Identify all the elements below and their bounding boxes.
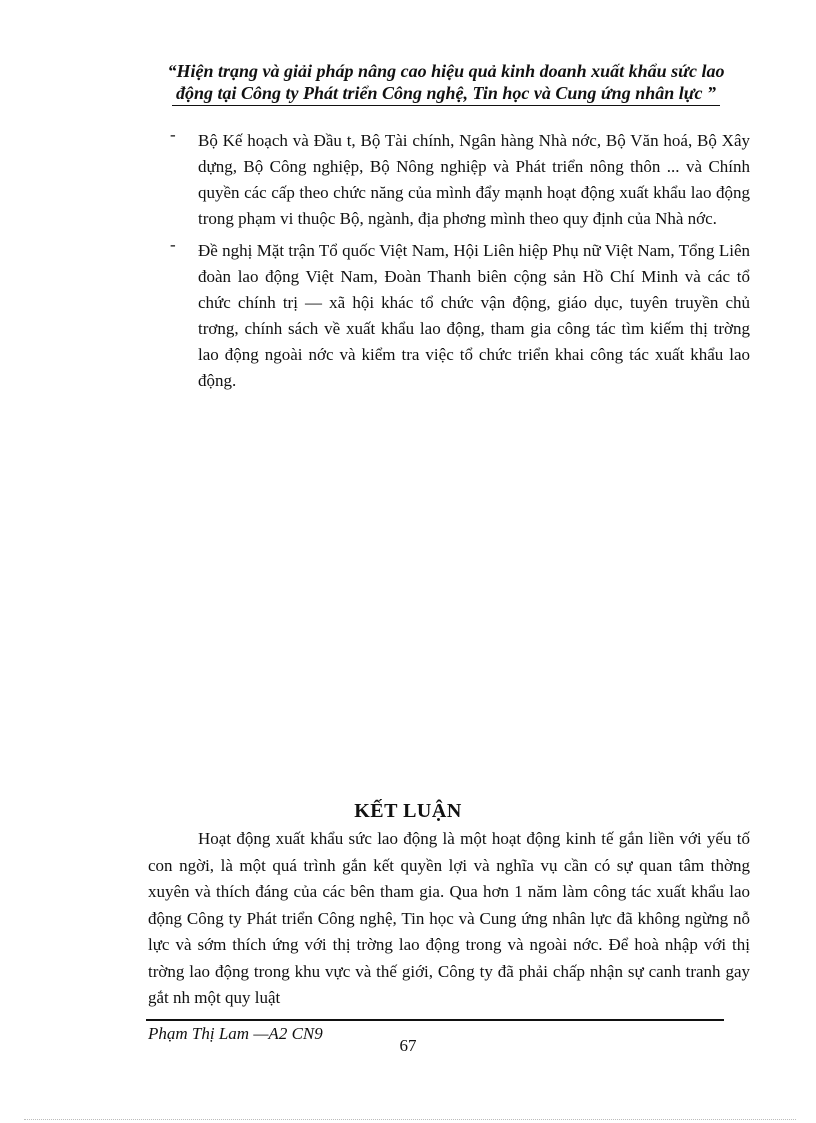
footer-author: Phạm Thị Lam —A2 CN9 [148,1024,323,1043]
bullet-text: Bộ Kế hoạch và Đầu t, Bộ Tài chính, Ngân hàng Nhà nớc, Bộ Văn hoá, Bộ Xây dựng, Bộ Công nghiệp, Bộ Nông nghiệp và Phát triển nông thôn ... và Chính quyền các cấp theo chức năng của mình đẩy mạnh hoạt động xuất khẩu lao động trong phạm vi thuộc Bộ, ngành, địa phơng mình theo quy định của Nhà nớc. [198,131,750,228]
page-number: 67 [399,1036,417,1055]
bullet-item [170,125,750,232]
bullet-list [170,125,750,400]
bullet-text: Đề nghị Mặt trận Tổ quốc Việt Nam, Hội Liên hiệp Phụ nữ Việt Nam, Tổng Liên đoàn lao động Việt Nam, Đoàn Thanh biên cộng sản Hồ Chí Minh và các tổ chức chính trị — xã hội khác tổ chức vận động, giáo dục, tuyên truyền chủ trơng, chính sách về xuất khẩu lao động, tham gia công tác tìm kiếm thị trờng lao động ngoài nớc và kiểm tra việc tổ chức triển khai công tác xuất khẩu lao động. [198,241,750,390]
bullet-marker: - [170,235,176,254]
header-line-2: động tại Công ty Phát triển Công nghệ, Tin học và Cung ứng nhân lực ” [172,82,720,106]
section-title: KẾT LUẬN [354,800,462,822]
header-line-1: “Hiện trạng và giải pháp nâng cao hiệu quả kinh doanh xuất khẩu sức lao [167,61,725,81]
page-bottom-divider [24,1119,796,1120]
conclusion-paragraph: Hoạt động xuất khẩu sức lao động là một hoạt động kinh tế gắn liền với yếu tố con ngời, là một quá trình gắn kết quyền lợi và nghĩa vụ cần có sự quan tâm thờng xuyên và thích đáng của các bên tham gia. Qua hơn 1 năm làm công tác xuất khẩu lao động Công ty Phát triển Công nghệ, Tin học và Cung ứng nhân lực đã không ngừng nỗ lực và sớm thích ứng với thị trờng lao động trong và ngoài nớc. Để hoà nhập với thị trờng lao động trong khu vực và thế giới, Công ty đã phải chấp nhận sự canh tranh gay gắt nh một quy luật [148,829,750,1007]
footer-divider [146,1019,724,1021]
bullet-marker: - [170,125,176,144]
bullet-item [170,235,750,394]
running-header [140,60,752,106]
